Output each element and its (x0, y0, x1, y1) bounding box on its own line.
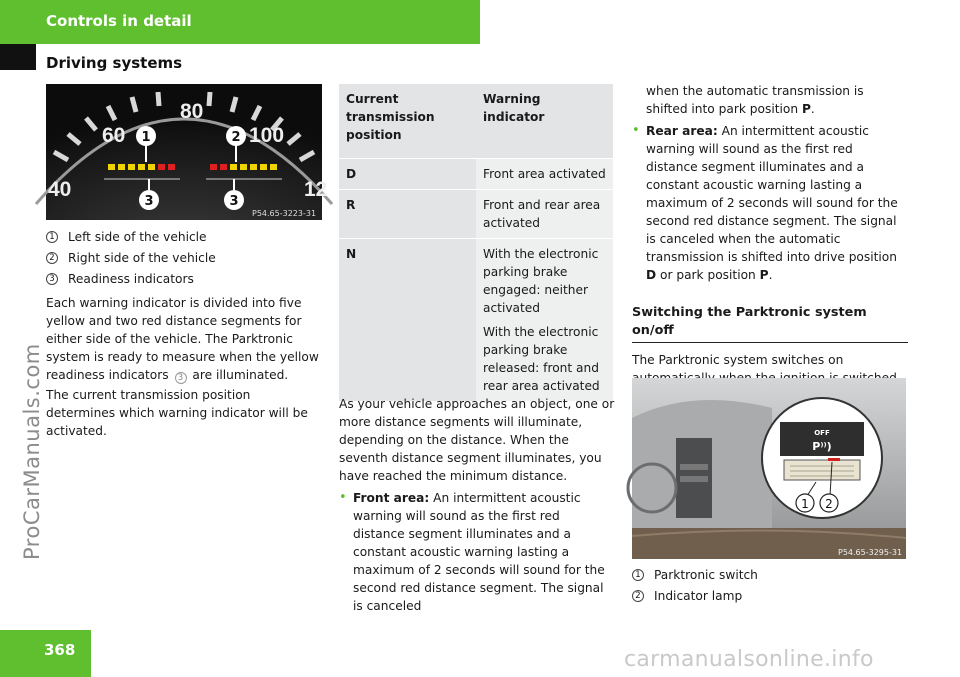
figure1-code: P54.65-3223-31 (252, 209, 317, 218)
bullet-dot-icon: • (632, 123, 640, 138)
table-row (339, 239, 613, 402)
left-warning-segments (108, 164, 175, 170)
paragraph-transmission: The current transmission position determines which warning indicator will be activated. (46, 388, 308, 439)
paragraph-segments: Each warning indicator is divided into five yellow and two red distance segments for either side of the vehicle. The Parktronic system is ready to measure when the yellow readiness indicators 3 are illuminated. (46, 296, 319, 383)
legend-text: Indicator lamp (654, 589, 743, 603)
footer-watermark: carmanualsonline.info (624, 647, 874, 672)
legend-item (46, 249, 322, 267)
legend-item (46, 228, 322, 246)
indicator-lamp (828, 458, 840, 461)
paragraph-switch-on: The Parktronic system switches on (632, 353, 844, 367)
figure2-code: P54.65-3295-31 (838, 548, 903, 557)
legend-2 (632, 566, 908, 608)
column-header: Current transmission position (339, 84, 476, 159)
svg-text:P⁾⁾): P⁾⁾) (812, 440, 832, 453)
legend-text: Left side of the vehicle (68, 230, 207, 244)
callout-1: 1 (141, 130, 151, 145)
legend-number: 3 (46, 273, 58, 285)
warning-cell: With the electronic parking brake engaged: neither activated With the electronic parking brake released: front and rear area activated (476, 239, 613, 402)
section-tab-marker (0, 44, 36, 70)
table-row (339, 159, 613, 190)
page-number: 368 (44, 641, 76, 659)
switch-illustration (632, 378, 906, 559)
gauge-label-60: 60 (102, 124, 126, 147)
warning-cell: Front and rear area activated (476, 190, 613, 239)
legend-item (46, 270, 322, 288)
bullet-rear-area: • Rear area: An intermittent acoustic warning will sound as the first red distance segment illuminates and a constant acoustic warning lasting a maximum of 2 seconds will sound for the second red distance segment. The signal is canceled when the automatic transmission is shifted into drive position D or park position P. (632, 123, 898, 282)
legend-text: Parktronic switch (654, 568, 758, 582)
table-header-row (339, 84, 613, 159)
column-3 (632, 82, 908, 407)
legend-number: 2 (46, 252, 58, 264)
warning-cell: Front area activated (476, 159, 613, 190)
off-label: OFF (814, 429, 830, 437)
chapter-title: Controls in detail (46, 12, 192, 30)
callout-3-left: 3 (144, 194, 154, 209)
section-title: Driving systems (46, 54, 183, 72)
gauge-label-100: 100 (249, 124, 285, 147)
parktronic-switch-figure (632, 378, 906, 559)
position-cell: R (339, 190, 476, 239)
transmission-warning-table (339, 84, 613, 401)
side-watermark: ProCarManuals.com (20, 343, 44, 560)
callout-1: 1 (801, 497, 809, 511)
table-row (339, 190, 613, 239)
legend-number: 1 (632, 569, 644, 581)
right-warning-segments (210, 164, 277, 170)
legend-number: 1 (46, 231, 58, 243)
legend-item (632, 587, 908, 605)
gauge-label-80: 80 (180, 100, 204, 123)
gauge-illustration (46, 84, 328, 220)
bullet-dot-icon: • (339, 490, 347, 505)
column-header: Warning indicator (476, 84, 613, 159)
inline-ref-3: 3 (175, 372, 187, 384)
legend-item (632, 566, 908, 584)
bullet-continuation: when the automatic transmission is shifted into park position P. (646, 84, 864, 116)
callout-2: 2 (825, 497, 833, 511)
legend-number: 2 (632, 590, 644, 602)
legend-text: Right side of the vehicle (68, 251, 216, 265)
paragraph-approach: As your vehicle approaches an object, one or more distance segments will illuminate, depending on the distance. When the seventh distance segment illuminates, you have reached the minimum distance. (339, 397, 615, 483)
callout-3-right: 3 (229, 194, 239, 209)
parktronic-gauge-figure (46, 84, 328, 220)
position-cell: N (339, 239, 476, 402)
column-2 (339, 395, 615, 615)
bullet-front-area: • Front area: An intermittent acoustic warning will sound as the first red distance segment illuminates and a constant acoustic warning lasting a maximum of 2 seconds will sound for the second red distance segment. The signal is canceled (339, 490, 605, 613)
legend-text: Readiness indicators (68, 272, 194, 286)
subheading-switching: Switching the Parktronic system on/off (632, 304, 908, 343)
position-cell: D (339, 159, 476, 190)
gauge-label-12: 12 (304, 178, 328, 201)
column-1 (46, 228, 322, 442)
gauge-label-40: 40 (48, 178, 72, 201)
callout-2: 2 (231, 130, 241, 145)
